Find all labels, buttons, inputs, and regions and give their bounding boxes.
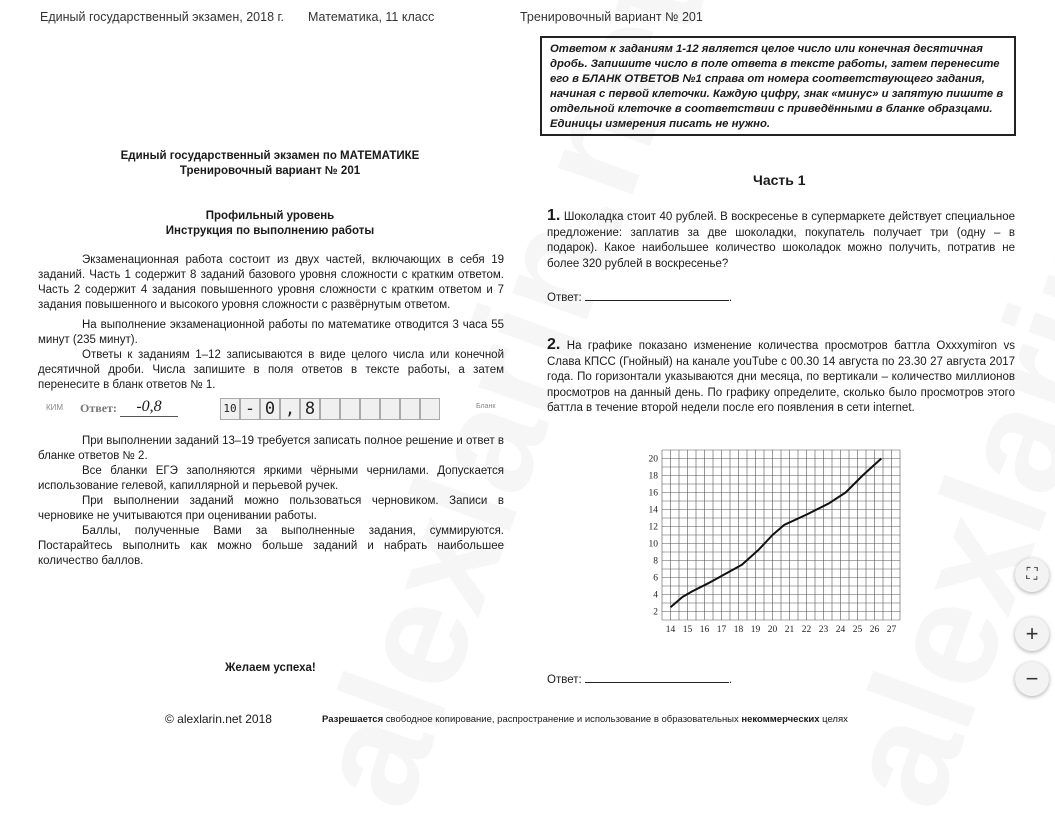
sample-cell: 10 — [220, 398, 240, 420]
x-tick-label: 20 — [767, 625, 778, 635]
task-2 — [547, 337, 1015, 417]
footer-copyright: © alexlarin.net 2018 — [165, 712, 272, 726]
y-tick-label: 18 — [648, 471, 658, 482]
task-1-number: 1. — [547, 207, 561, 224]
instruction-paragraph-3: Ответы к заданиям 1–12 записываются в виде целого числа или конечной десятичной дроби. Числа запишите в поля ответов в тексте работы, а затем перенесите в бланк ответов № 1. — [38, 349, 504, 391]
instruction-paragraph-4: При выполнении заданий 13–19 требуется записать полное решение и ответ в бланке ответов № 2. — [38, 435, 504, 462]
fullscreen-icon: ⛶ — [1026, 566, 1038, 583]
part-title: Часть 1 — [753, 172, 806, 188]
y-tick-labels — [649, 455, 659, 618]
x-tick-label: 22 — [801, 625, 812, 635]
level-title: Профильный уровень — [205, 210, 335, 222]
task-2-answer: Ответ: . — [547, 671, 732, 686]
instruction-paragraph-5: Все бланки ЕГЭ заполняются яркими чёрными чернилами. Допускается использование гелевой, капиллярной и перьевой ручек. — [38, 465, 504, 492]
task-1-answer-field[interactable] — [585, 289, 729, 301]
sample-answer-value: -0,8 — [120, 398, 178, 417]
plus-icon: + — [1025, 621, 1039, 646]
y-tick-label: 4 — [653, 590, 658, 601]
x-tick-label: 17 — [716, 625, 727, 635]
y-tick-label: 12 — [648, 522, 658, 533]
x-tick-label: 18 — [733, 625, 744, 635]
sample-kim: КИМ — [46, 403, 64, 412]
minus-icon: − — [1025, 666, 1039, 691]
fullscreen-button[interactable] — [1015, 558, 1049, 592]
x-tick-labels — [666, 625, 897, 635]
y-tick-label: 8 — [653, 556, 658, 567]
y-tick-label: 20 — [648, 454, 658, 465]
sample-cell — [360, 398, 380, 420]
task-2-number: 2. — [547, 336, 561, 353]
task-2-text: На графике показано изменение количества просмотров баттла Oxxxymiron vs Слава КПСС (Гнойный) на канале youTube с 00.30 14 августа по 23.30 27 августа 2017 года. По горизонтали указываются дни месяца, по вертикали – количество миллионов просмотров на данный день. По графику определите, сколько было просмотров этого баттла в течение второй недели после его появления в сети internet. — [547, 340, 1015, 414]
y-tick-label: 16 — [648, 488, 658, 499]
sample-answer-label: Ответ: — [80, 401, 117, 415]
x-tick-label: 21 — [784, 625, 795, 635]
task-1 — [547, 208, 1015, 272]
y-tick-label: 2 — [653, 607, 658, 618]
sample-blank-label: Бланк — [476, 403, 496, 410]
task-2-answer-label: Ответ: — [547, 674, 582, 686]
instruction-paragraph-6: При выполнении заданий можно пользоваться черновиком. Записи в черновике не учитываются при оценивании работы. — [38, 495, 504, 522]
views-chart — [640, 440, 910, 640]
sample-cell: 0 — [260, 398, 280, 420]
answer-notice: Ответом к заданиям 1-12 является целое число или конечная десятичная дробь. Запишите число в поле ответа в тексте работы, затем перенесите его в БЛАНК ОТВЕТОВ №1 справа от номера соответствующего задания, начиная с первой клеточки. Каждую цифру, знак «минус» и запятую пишите в отдельной клеточке в соответствии с приведёнными в бланке образцами. Единицы измерения писать не нужно. — [540, 36, 1016, 136]
x-tick-label: 24 — [835, 625, 846, 635]
x-tick-label: 19 — [750, 625, 761, 635]
zoom-in-button[interactable] — [1015, 617, 1049, 651]
sample-cell — [340, 398, 360, 420]
main-title: Единый государственный экзамен по МАТЕМАТИКЕ — [120, 150, 420, 162]
sample-cell: 8 — [300, 398, 320, 420]
sample-cell — [380, 398, 400, 420]
sample-cell — [320, 398, 340, 420]
instruction-paragraph-7: Баллы, полученные Вами за выполненные задания, суммируются. Постарайтесь выполнить как можно больше заданий и набрать наибольшее количество баллов. — [38, 525, 504, 567]
footer-license: Разрешается свободное копирование, распространение и использование в образовательных некоммерческих целях — [322, 714, 848, 725]
x-tick-label: 27 — [886, 625, 897, 635]
main-subtitle: Тренировочный вариант № 201 — [179, 165, 361, 177]
y-tick-label: 14 — [648, 505, 658, 516]
wish-text: Желаем успеха! — [225, 662, 316, 674]
y-tick-label: 6 — [653, 573, 658, 584]
x-tick-label: 23 — [818, 625, 829, 635]
instruction-paragraph-2: На выполнение экзаменационной работы по математике отводится 3 часа 55 минут (235 минут). — [38, 319, 504, 346]
sample-cell — [420, 398, 440, 420]
x-tick-label: 16 — [699, 625, 710, 635]
task-1-text: Шоколадка стоит 40 рублей. В воскресенье в супермаркете действует специальное предложение: заплатив за две шоколадки, покупатель получает три (одну – в подарок). Какое наибольшее количество шоколадок можно получить, потратив не более 320 рублей в воскресенье? — [547, 211, 1015, 270]
zoom-out-button[interactable] — [1015, 662, 1049, 696]
task-1-answer-label: Ответ: — [547, 292, 582, 304]
task-1-answer: Ответ: . — [547, 289, 732, 304]
header-exam: Единый государственный экзамен, 2018 г. — [40, 10, 285, 24]
sample-cell: - — [240, 398, 260, 420]
instruction-title: Инструкция по выполнению работы — [165, 225, 375, 237]
x-tick-label: 25 — [852, 625, 863, 635]
task-2-answer-field[interactable] — [585, 671, 729, 683]
answer-sample — [40, 398, 505, 420]
instruction-paragraph-1: Экзаменационная работа состоит из двух частей, включающих в себя 19 заданий. Часть 1 содержит 8 заданий базового уровня сложности с кратким ответом. Часть 2 содержит 4 задания повышенного уровня сложности с кратким ответом и 7 задания повышенного и высокого уровня сложности с развёрнутым ответом. — [38, 254, 504, 311]
x-tick-label: 14 — [665, 625, 676, 635]
views-series-line — [671, 459, 882, 608]
chart-grid — [662, 450, 900, 620]
sample-cell: , — [280, 398, 300, 420]
y-tick-label: 10 — [648, 539, 658, 550]
header-subject: Математика, 11 класс — [308, 10, 435, 24]
x-tick-label: 26 — [869, 625, 880, 635]
header-variant: Тренировочный вариант № 201 — [520, 10, 703, 24]
x-tick-label: 15 — [682, 625, 693, 635]
sample-cell — [400, 398, 420, 420]
